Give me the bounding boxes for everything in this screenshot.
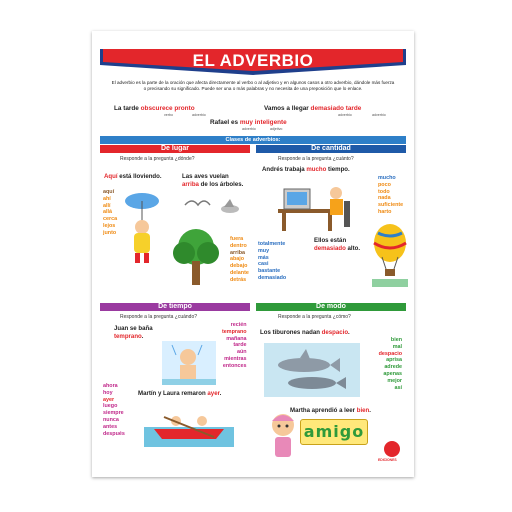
question-cantidad: Responde a la pregunta ¿cuánto? bbox=[278, 156, 354, 162]
amigo-card: amigo bbox=[300, 419, 368, 445]
tiempo-sentence-2: Martín y Laura remaron ayer. bbox=[138, 390, 222, 397]
tiempo-words-left: ahora hoy ayer luego siempre nunca antes después bbox=[103, 383, 125, 437]
example-2-label-a: adverbio bbox=[338, 113, 352, 117]
cantidad-words-right: mucho poco todo nada suficiente harto bbox=[378, 175, 404, 215]
girl-umbrella-illustration bbox=[122, 191, 162, 271]
modo-sentence-2: Martha aprendió a leer bien. bbox=[290, 407, 371, 414]
modo-words-right: bien mal despacio aprisa adrede apenas mejor así bbox=[378, 337, 402, 391]
modo-sentence-1: Los tiburones nadan despacio. bbox=[260, 329, 350, 336]
question-modo: Responde a la pregunta ¿cómo? bbox=[278, 314, 351, 320]
cantidad-sentence-2: Ellos están demasiado alto. bbox=[314, 237, 361, 252]
tree-illustration bbox=[170, 227, 222, 289]
example-2-label-b: adverbio bbox=[372, 113, 386, 117]
intro-text: El adverbio es la parte de la oración que afecta directamente al verbo o al adjetivo y en algunos casos a otro adverbio, dándole más fuerza o precisando su significado. Puede ser una o más palabras y no necesita de una preposición que lo enlace. bbox=[111, 80, 395, 91]
tiempo-sentence-1: Juan se baña temprano. bbox=[114, 325, 153, 340]
lugar-sentence-2: Las aves vuelan arriba de los árboles. bbox=[182, 173, 244, 188]
lugar-words-left: aquí ahí allí allá cerca lejos junto bbox=[103, 189, 118, 236]
sharks-illustration bbox=[264, 343, 360, 397]
example-3-label-a: adverbio bbox=[242, 127, 256, 131]
lugar-words-right: fuera dentro arriba abajo debajo delante detrás bbox=[230, 236, 249, 283]
question-tiempo: Responde a la pregunta ¿cuándo? bbox=[120, 314, 198, 320]
cantidad-sentence-1: Andrés trabaja mucho tiempo. bbox=[262, 166, 350, 173]
classes-bar: Clases de adverbios: bbox=[100, 136, 406, 144]
lugar-sentence-1: Aquí está lloviendo. bbox=[104, 173, 162, 180]
header-tiempo: De tiempo bbox=[100, 303, 250, 311]
example-1-label-a: verbo bbox=[164, 113, 173, 117]
example-1: La tarde obscurece pronto bbox=[114, 105, 195, 112]
publisher-logo-text: EDICIONES bbox=[378, 458, 397, 462]
example-3: Rafael es muy inteligente bbox=[210, 119, 287, 126]
poster bbox=[92, 31, 414, 477]
header-lugar: De lugar bbox=[100, 145, 250, 153]
hot-air-balloon-illustration bbox=[372, 223, 408, 289]
question-lugar: Responde a la pregunta ¿dónde? bbox=[120, 156, 195, 162]
tiempo-words-right: recién temprano mañana tarde aún mientras entonces bbox=[222, 322, 247, 369]
example-3-label-b: adjetivo bbox=[270, 127, 283, 131]
boy-shower-illustration bbox=[162, 341, 216, 385]
example-1-label-b: adverbio bbox=[192, 113, 206, 117]
girl-reading-illustration bbox=[268, 409, 298, 459]
header-cantidad: De cantidad bbox=[256, 145, 406, 153]
poster-title: EL ADVERBIO bbox=[192, 51, 314, 70]
header-modo: De modo bbox=[256, 303, 406, 311]
publisher-logo bbox=[384, 441, 400, 457]
birds-illustration bbox=[180, 193, 245, 218]
rowing-boat-illustration bbox=[144, 407, 234, 447]
cantidad-words-left: totalmente muy más casi bastante demasiado bbox=[258, 241, 287, 281]
example-2: Vamos a llegar demasiado tarde bbox=[264, 105, 362, 112]
man-computer-illustration bbox=[276, 179, 366, 233]
